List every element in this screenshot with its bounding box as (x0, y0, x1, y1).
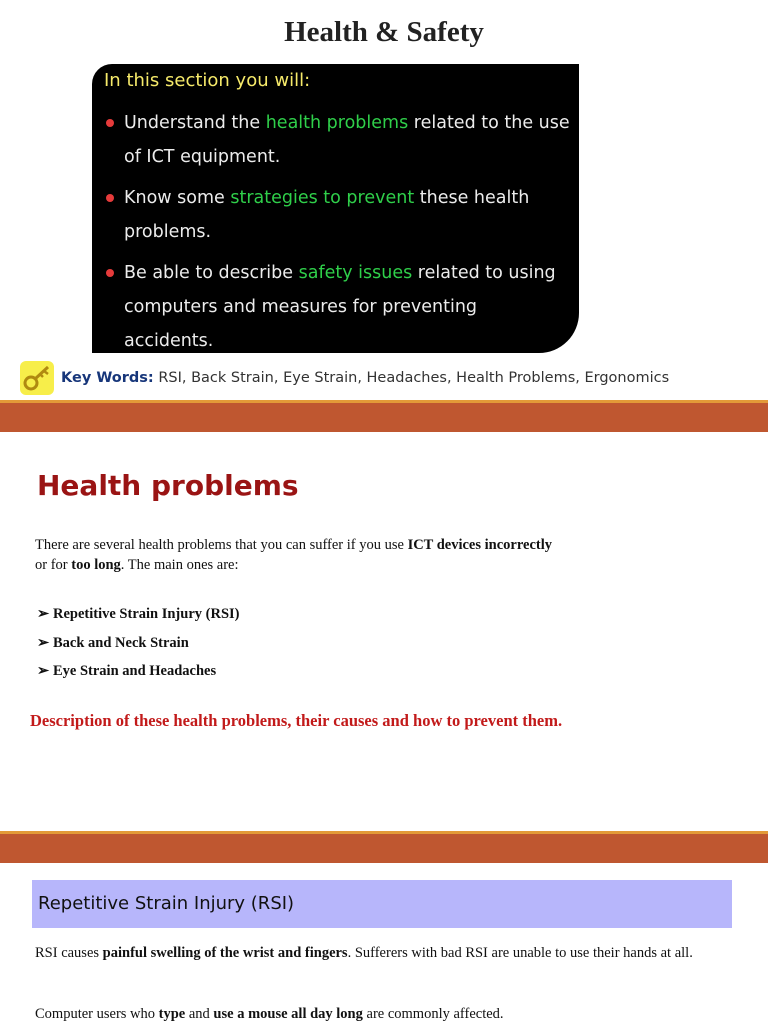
arrow-bullet-icon: ➢ (37, 663, 50, 679)
objective-text: Understand the (124, 113, 266, 133)
health-problems-list (37, 604, 239, 690)
rsi-paragraph (35, 944, 735, 963)
arrow-bullet-icon: ➢ (37, 634, 50, 651)
learning-objectives-box (92, 64, 579, 353)
intro-text: . The main ones are: (120, 557, 239, 573)
list-item-label: Repetitive Strain Injury (RSI) (53, 606, 240, 622)
health-problems-intro (35, 535, 555, 575)
intro-text: There are several health problems that you can suffer if you use (35, 537, 408, 553)
bullet-dot-icon (106, 194, 114, 202)
rsi-text: . Sufferers with bad RSI are unable to use their hands at all. (347, 945, 693, 961)
objective-highlight: health problems (265, 113, 409, 133)
keywords-text: RSI, Back Strain, Eye Strain, Headaches, Health Problems, Ergonomics (153, 370, 670, 386)
objective-text: Be able to describe (124, 263, 299, 283)
rsi-heading-box (32, 880, 732, 928)
objective-text: Know some (124, 188, 231, 208)
rsi-bold: type (158, 1006, 186, 1022)
objective-text: related to using computers and measures for preventing accidents. (124, 263, 556, 351)
health-problems-heading: Health problems (37, 469, 299, 502)
description-heading: Description of these health problems, their causes and how to prevent them. (30, 711, 563, 730)
list-item (37, 604, 239, 633)
key-icon (20, 361, 54, 395)
intro-bold: too long (71, 557, 121, 573)
bullet-dot-icon (106, 119, 114, 127)
arrow-bullet-icon: ➢ (37, 606, 50, 622)
rsi-bold: painful swelling of the wrist and fingers (102, 945, 348, 961)
section-divider-band (0, 834, 768, 863)
keywords-line (61, 370, 669, 386)
list-item-label: Back and Neck Strain (53, 634, 189, 651)
intro-bold: ICT devices incorrectly (407, 537, 552, 553)
bullet-dot-icon (106, 269, 114, 277)
page-title: Health & Safety (284, 16, 484, 48)
objective-highlight: strategies to prevent (230, 188, 415, 208)
objective-item (100, 181, 570, 249)
rsi-text: RSI causes (35, 945, 103, 961)
rsi-text: are commonly affected. (362, 1006, 504, 1022)
objective-text: related to the use of ICT equipment. (124, 113, 570, 167)
rsi-heading: Repetitive Strain Injury (RSI) (38, 893, 295, 914)
objective-item (100, 106, 570, 174)
list-item (37, 661, 239, 690)
list-item-label: Eye Strain and Headaches (53, 663, 217, 679)
keywords-label: Key Words: (61, 370, 154, 386)
rsi-paragraph (35, 1005, 735, 1024)
intro-text: or for (35, 557, 72, 573)
objective-item (100, 256, 570, 353)
section-divider-band (0, 403, 768, 432)
rsi-bold: use a mouse all day long (213, 1006, 363, 1022)
objective-text: these health problems. (124, 188, 530, 242)
rsi-text: and (185, 1006, 214, 1022)
objectives-heading: In this section you will: (104, 70, 311, 91)
objectives-list (100, 106, 570, 353)
rsi-text: Computer users who (35, 1006, 159, 1022)
list-item (37, 633, 239, 662)
objective-highlight: safety issues (298, 263, 413, 283)
